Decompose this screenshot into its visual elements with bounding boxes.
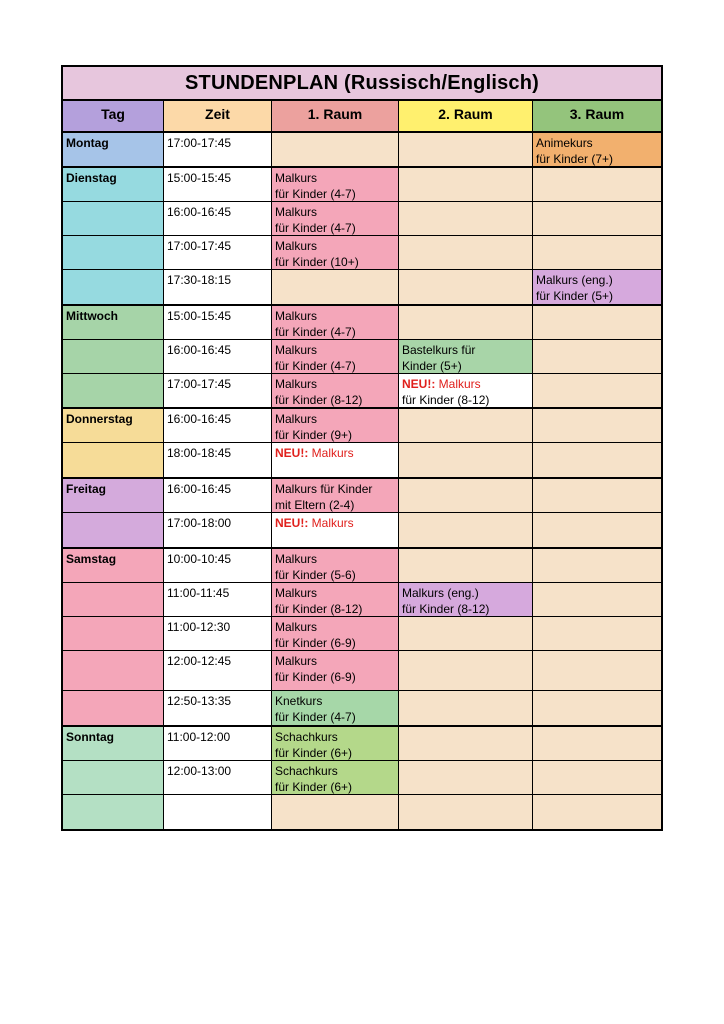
room-2-cell — [399, 513, 533, 547]
course-text-line: für Kinder (4-7) — [275, 187, 356, 201]
course-text-line: Schachkurs — [275, 730, 338, 744]
room-1-cell — [272, 443, 399, 477]
title-row — [63, 67, 661, 101]
course-text-line: für Kinder (6+) — [275, 746, 353, 760]
room-1-cell — [272, 691, 399, 725]
course-text-line: NEU!: Malkurs — [402, 377, 481, 391]
schedule-row — [63, 374, 661, 407]
room-2-cell — [399, 443, 533, 477]
page-title: STUNDENPLAN (Russisch/Englisch) — [184, 71, 540, 94]
room-3-cell — [533, 727, 661, 760]
room-2-cell — [399, 479, 533, 512]
room-3-cell — [533, 168, 661, 201]
time-cell: 11:00-12:30 — [164, 617, 272, 650]
day-cell — [63, 651, 164, 690]
course-text-line: mit Eltern (2-4) — [275, 498, 355, 512]
day-block-freitag — [63, 479, 661, 549]
room-3-cell — [533, 479, 661, 512]
room-2-cell — [399, 270, 533, 304]
day-cell — [63, 236, 164, 269]
room-2-cell — [399, 617, 533, 650]
room-3-cell — [533, 443, 661, 477]
course-text-line: für Kinder (9+) — [275, 428, 353, 442]
room-3-cell — [533, 651, 661, 690]
time-cell: 16:00-16:45 — [164, 202, 272, 235]
room-3-cell — [533, 617, 661, 650]
room-3-cell — [533, 133, 661, 166]
room-2-cell — [399, 691, 533, 725]
day-block-dienstag — [63, 168, 661, 306]
room-2-cell — [399, 583, 533, 616]
room-2-cell — [399, 795, 533, 829]
time-cell: 11:00-11:45 — [164, 583, 272, 616]
header-tag: Tag — [63, 101, 164, 131]
room-1-cell — [272, 202, 399, 235]
room-1-cell — [272, 513, 399, 547]
room-2-cell — [399, 236, 533, 269]
day-block-montag — [63, 133, 661, 168]
room-3-cell — [533, 270, 661, 304]
course-text-line: für Kinder (10+) — [275, 255, 359, 269]
course-text-line: NEU!: Malkurs — [275, 446, 354, 460]
day-block-mittwoch — [63, 306, 661, 409]
course-text-line: für Kinder (4-7) — [275, 359, 356, 373]
time-cell: 12:00-13:00 — [164, 761, 272, 794]
time-cell: 16:00-16:45 — [164, 479, 272, 512]
room-2-cell — [399, 133, 533, 166]
day-cell: Freitag — [63, 479, 164, 512]
room-3-cell — [533, 761, 661, 794]
schedule-row — [63, 443, 661, 477]
day-cell — [63, 202, 164, 235]
time-cell: 18:00-18:45 — [164, 443, 272, 477]
header-row — [63, 101, 661, 133]
day-cell — [63, 761, 164, 794]
time-cell: 12:00-12:45 — [164, 651, 272, 690]
room-1-cell — [272, 306, 399, 339]
room-3-cell — [533, 583, 661, 616]
time-cell: 17:00-17:45 — [164, 133, 272, 166]
course-text-line: Malkurs — [275, 654, 318, 668]
room-3-cell — [533, 374, 661, 407]
room-2-cell — [399, 202, 533, 235]
room-2-cell — [399, 306, 533, 339]
course-text-line: Malkurs — [275, 412, 318, 426]
schedule-row — [63, 651, 661, 691]
day-cell: Mittwoch — [63, 306, 164, 339]
room-2-cell — [399, 549, 533, 582]
header-zeit: Zeit — [164, 101, 272, 131]
room-2-cell — [399, 374, 533, 407]
room-1-cell — [272, 583, 399, 616]
day-block-sonntag — [63, 727, 661, 829]
neu-badge: NEU!: — [402, 377, 436, 391]
day-cell — [63, 617, 164, 650]
room-1-cell — [272, 340, 399, 373]
schedule-row — [63, 617, 661, 651]
time-cell: 15:00-15:45 — [164, 168, 272, 201]
room-3-cell — [533, 795, 661, 829]
room-1-cell — [272, 374, 399, 407]
room-1-cell — [272, 651, 399, 690]
room-1-cell — [272, 133, 399, 166]
day-cell: Samstag — [63, 549, 164, 582]
time-cell: 11:00-12:00 — [164, 727, 272, 760]
room-1-cell — [272, 270, 399, 304]
schedule-row — [63, 479, 661, 513]
neu-badge: NEU!: — [275, 516, 309, 530]
course-text-line: Schachkurs — [275, 764, 338, 778]
room-2-cell — [399, 409, 533, 442]
schedule-table — [61, 65, 663, 831]
course-text-line: Malkurs — [275, 343, 318, 357]
schedule-row — [63, 236, 661, 270]
room-2-cell — [399, 651, 533, 690]
course-text-line: für Kinder (8-12) — [275, 393, 363, 407]
header-raum-1: 1. Raum — [272, 101, 399, 131]
room-3-cell — [533, 691, 661, 725]
course-text-line: für Kinder (8-12) — [275, 602, 363, 616]
schedule-row — [63, 306, 661, 340]
course-text-line: Malkurs (eng.) — [536, 273, 613, 287]
schedule-row — [63, 133, 661, 166]
course-text-line: für Kinder (5+) — [536, 289, 614, 303]
day-cell — [63, 691, 164, 725]
time-cell: 16:00-16:45 — [164, 409, 272, 442]
course-text-line: für Kinder (8-12) — [402, 602, 490, 616]
header-raum-2: 2. Raum — [399, 101, 533, 131]
course-text-line: Malkurs — [275, 205, 318, 219]
course-text-line: für Kinder (7+) — [536, 152, 614, 166]
course-text-line: für Kinder (8-12) — [402, 393, 490, 407]
room-3-cell — [533, 306, 661, 339]
time-cell: 10:00-10:45 — [164, 549, 272, 582]
room-2-cell — [399, 168, 533, 201]
room-1-cell — [272, 549, 399, 582]
course-text-line: Animekurs — [536, 136, 593, 150]
course-text-line: Knetkurs — [275, 694, 323, 708]
schedule-row — [63, 202, 661, 236]
time-cell: 16:00-16:45 — [164, 340, 272, 373]
room-1-cell — [272, 409, 399, 442]
day-cell — [63, 374, 164, 407]
room-3-cell — [533, 513, 661, 547]
room-3-cell — [533, 549, 661, 582]
room-2-cell — [399, 340, 533, 373]
schedule-row — [63, 168, 661, 202]
day-cell: Dienstag — [63, 168, 164, 201]
course-text-line: Malkurs — [275, 309, 318, 323]
time-cell: 12:50-13:35 — [164, 691, 272, 725]
room-3-cell — [533, 202, 661, 235]
schedule-row — [63, 583, 661, 617]
course-text-line: für Kinder (6-9) — [275, 670, 356, 684]
room-3-cell — [533, 409, 661, 442]
time-cell: 15:00-15:45 — [164, 306, 272, 339]
room-1-cell — [272, 168, 399, 201]
room-2-cell — [399, 727, 533, 760]
course-text-line: Malkurs — [275, 377, 318, 391]
time-cell: 17:00-18:00 — [164, 513, 272, 547]
room-1-cell — [272, 727, 399, 760]
schedule-row — [63, 409, 661, 443]
room-3-cell — [533, 236, 661, 269]
course-text-line: für Kinder (5-6) — [275, 568, 356, 582]
header-raum-3: 3. Raum — [533, 101, 661, 131]
course-text-line: Malkurs — [275, 620, 318, 634]
day-cell — [63, 513, 164, 547]
time-cell: 17:00-17:45 — [164, 236, 272, 269]
course-text-line: für Kinder (4-7) — [275, 710, 356, 724]
time-cell: 17:30-18:15 — [164, 270, 272, 304]
schedule-row — [63, 270, 661, 304]
course-text-line: Malkurs — [275, 586, 318, 600]
day-block-donnerstag — [63, 409, 661, 479]
course-text-line: NEU!: Malkurs — [275, 516, 354, 530]
schedule-row — [63, 727, 661, 761]
course-text-line: Malkurs — [275, 552, 318, 566]
neu-badge: NEU!: — [275, 446, 309, 460]
schedule-row — [63, 795, 661, 829]
course-text-line: Malkurs für Kinder — [275, 482, 373, 496]
schedule-row — [63, 549, 661, 583]
room-1-cell — [272, 795, 399, 829]
day-cell — [63, 340, 164, 373]
room-1-cell — [272, 236, 399, 269]
room-1-cell — [272, 761, 399, 794]
schedule-row — [63, 513, 661, 547]
day-cell: Montag — [63, 133, 164, 166]
room-3-cell — [533, 340, 661, 373]
day-block-samstag — [63, 549, 661, 727]
day-cell — [63, 443, 164, 477]
schedule-body — [63, 133, 661, 829]
schedule-row — [63, 340, 661, 374]
day-cell — [63, 583, 164, 616]
day-cell: Sonntag — [63, 727, 164, 760]
room-1-cell — [272, 617, 399, 650]
day-cell: Donnerstag — [63, 409, 164, 442]
room-1-cell — [272, 479, 399, 512]
course-text-line: für Kinder (4-7) — [275, 325, 356, 339]
time-cell: 17:00-17:45 — [164, 374, 272, 407]
day-cell — [63, 270, 164, 304]
course-text-line: Kinder (5+) — [402, 359, 462, 373]
day-cell — [63, 795, 164, 829]
course-text-line: für Kinder (6+) — [275, 780, 353, 794]
course-text-line: für Kinder (4-7) — [275, 221, 356, 235]
course-text-line: Malkurs — [275, 171, 318, 185]
room-2-cell — [399, 761, 533, 794]
schedule-row — [63, 691, 661, 725]
course-text-line: Malkurs (eng.) — [402, 586, 479, 600]
course-text-line: Bastelkurs für — [402, 343, 476, 357]
time-cell — [164, 795, 272, 829]
schedule-row — [63, 761, 661, 795]
course-text-line: für Kinder (6-9) — [275, 636, 356, 650]
course-text-line: Malkurs — [275, 239, 318, 253]
